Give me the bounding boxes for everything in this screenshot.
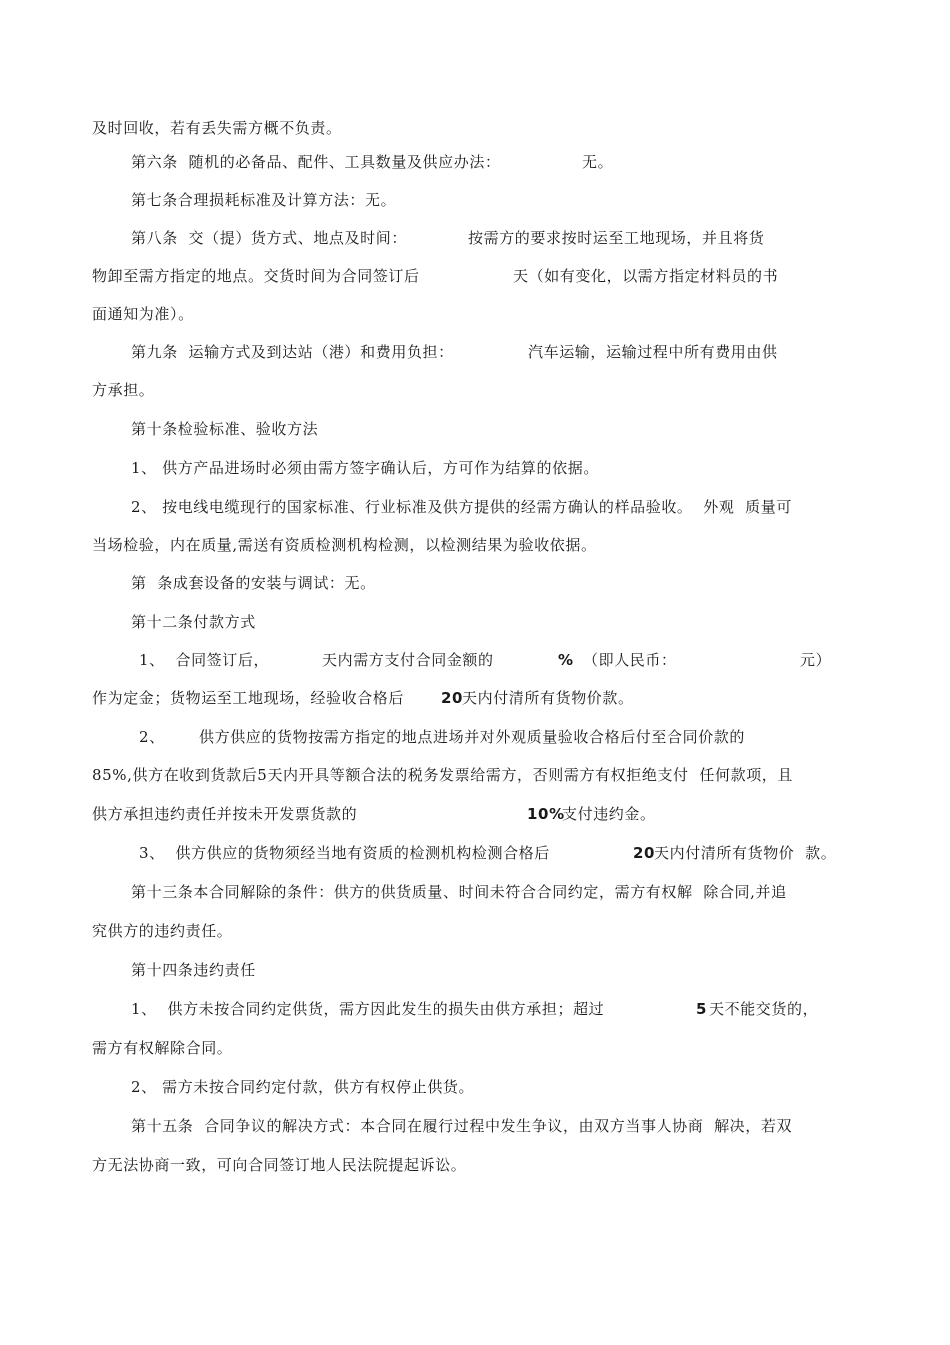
- article-11: 第 条成套设备的安装与调试：无。: [131, 574, 376, 592]
- article-13: 第十三条本合同解除的条件：供方的供货质量、时间未符合合同约定，需方有权解 除合同,并追: [131, 883, 787, 901]
- penalty-percent: 10%: [527, 805, 565, 823]
- article-9: 第九条 运输方式及到达站（港）和费用负担：: [131, 343, 454, 361]
- text-line: 供方承担违约责任并按未开发票货款的: [92, 805, 358, 823]
- text-line: 1、 供方产品进场时必须由需方签字确认后，方可作为结算的依据。: [131, 459, 599, 477]
- text-line: 支付违约金。: [562, 805, 656, 823]
- article-10-heading: 第十条检验标准、验收方法: [131, 420, 319, 438]
- text-line: 需方有权解除合同。: [92, 1039, 233, 1057]
- percent-mark: %: [558, 651, 574, 669]
- text-line: 天内付清所有货物价 款。: [654, 844, 837, 862]
- text-line: 方无法协商一致，可向合同签订地人民法院提起诉讼。: [92, 1156, 467, 1174]
- text-line: 面通知为准）。: [92, 305, 194, 323]
- text-line: 方承担。: [92, 381, 155, 399]
- text-line: 1、 供方未按合同约定供货，需方因此发生的损失由供方承担；超过: [131, 1000, 605, 1018]
- article-8-answer: 按需方的要求按时运至工地现场，并且将货: [468, 229, 765, 247]
- article-6: 第六条 随机的必备品、配件、工具数量及供应办法：: [131, 153, 501, 171]
- article-9-answer: 汽车运输，运输过程中所有费用由供: [528, 343, 778, 361]
- text-line: 天（如有变化，以需方指定材料员的书: [513, 267, 779, 285]
- text-line: 当场检验，内在质量,需送有资质检测机构检测，以检测结果为验收依据。: [92, 536, 597, 554]
- text-line: 天内付清所有货物价款。: [462, 689, 634, 707]
- text-line: 天不能交货的，: [709, 1000, 819, 1018]
- days-value: 20: [441, 689, 464, 707]
- text-line: 85%,供方在收到货款后5天内开具等额合法的税务发票给需方，否则需方有权拒绝支付 任何款项，且: [92, 766, 793, 784]
- text-line: 供方供应的货物按需方指定的地点进场并对外观质量验收合格后付至合同价款的: [199, 728, 746, 746]
- days-value: 20: [633, 844, 656, 862]
- article-7: 第七条合理损耗标准及计算方法：无。: [131, 191, 397, 209]
- text-line: 元）: [800, 651, 832, 669]
- text-line: 物卸至需方指定的地点。交货时间为合同签订后: [92, 267, 420, 285]
- text-line: 1、 合同签订后，: [139, 651, 270, 669]
- text-line: 天内需方支付合同金额的: [322, 651, 494, 669]
- text-line: 2、 需方未按合同约定付款，供方有权停止供货。: [131, 1078, 475, 1096]
- article-6-answer: 无。: [582, 153, 614, 171]
- text-line: （即人民币：: [583, 651, 677, 669]
- text-line: 究供方的违约责任。: [92, 922, 233, 940]
- days-value: 5: [696, 1000, 708, 1018]
- text-line: 2、 按电线电缆现行的国家标准、行业标准及供方提供的经需方确认的样品验收。 外观 质量可: [131, 498, 792, 516]
- text-line: 及时回收，若有丢失需方概不负责。: [92, 119, 342, 137]
- text-line: 3、 供方供应的货物须经当地有资质的检测机构检测合格后: [139, 844, 550, 862]
- text-line: 2、: [139, 728, 165, 746]
- article-8: 第八条 交（提）货方式、地点及时间：: [131, 229, 407, 247]
- article-14-heading: 第十四条违约责任: [131, 961, 256, 979]
- article-12-heading: 第十二条付款方式: [131, 613, 256, 631]
- article-15: 第十五条 合同争议的解决方式：本合同在履行过程中发生争议，由双方当事人协商 解决，若双: [131, 1117, 793, 1135]
- text-line: 作为定金；货物运至工地现场，经验收合格后: [92, 689, 405, 707]
